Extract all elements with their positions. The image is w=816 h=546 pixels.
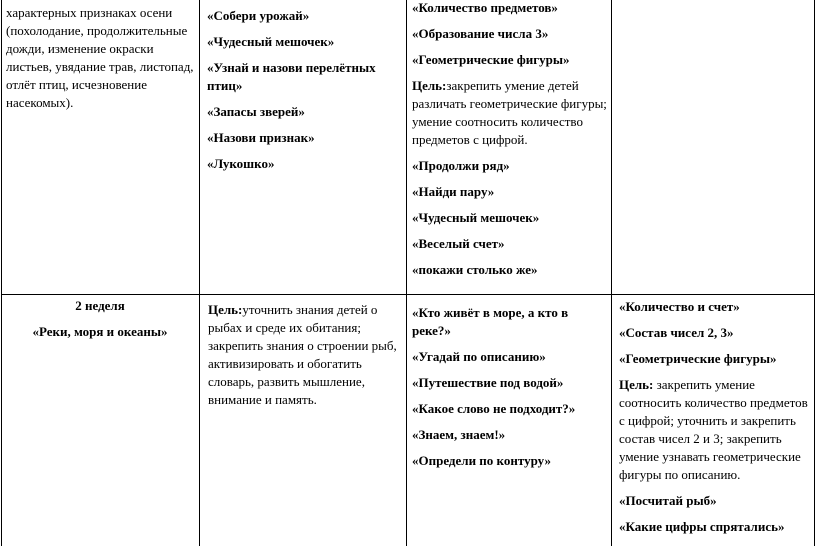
game-item: «Собери урожай» [207, 8, 310, 23]
row1-col3-cell [412, 0, 608, 279]
column-divider [1, 0, 2, 546]
game-item: «Угадай по описанию» [412, 349, 546, 364]
row2-col2-cell [208, 301, 403, 409]
goal-label: Цель: [412, 78, 447, 93]
game-item: «Кто живёт в море, а кто в реке?» [412, 305, 569, 338]
autumn-signs-text: характерных признаках осени (похолодание, продолжительные дожди, изменение окраски листьев, увядание трав, листопад, отлёт птиц, исчезновение насекомых). [6, 5, 194, 110]
game-item: «Продолжи ряд» [412, 158, 510, 173]
goal-text: закрепить умение соотносить количество предметов с цифрой; уточнить и закрепить состав чисел 2 и 3; закрепить умение узнавать геометрические фигуры по описанию. [619, 377, 808, 482]
lesson-item: «Геометрические фигуры» [619, 351, 777, 366]
column-divider [814, 0, 815, 546]
game-item: «Узнай и назови перелётных птиц» [207, 60, 376, 93]
game-item: «покажи столько же» [412, 262, 538, 277]
game-item: «Какое слово не подходит?» [412, 401, 576, 416]
goal-paragraph [208, 301, 403, 409]
game-item: «Найди пару» [412, 184, 495, 199]
game-item: «Чудесный мешочек» [207, 34, 335, 49]
game-item: «Чудесный мешочек» [412, 210, 540, 225]
row2-col1-cell [4, 297, 196, 341]
game-item: «Знаем, знаем!» [412, 427, 506, 442]
game-item: «Посчитай рыб» [619, 493, 717, 508]
game-item: «Запасы зверей» [207, 104, 305, 119]
goal-text: закрепить умение детей различать геометрические фигуры; умение соотносить количество предметов с цифрой. [412, 78, 607, 147]
goal-text: уточнить знания детей о рыбах и среде их обитания; закрепить знания о строении рыб, активизировать и обогатить словарь, развить мышление, внимание и память. [208, 302, 397, 407]
lesson-item: «Геометрические фигуры» [412, 52, 570, 67]
column-divider [406, 0, 407, 546]
row1-col1-cell [6, 4, 196, 112]
game-item: «Путешествие под водой» [412, 375, 564, 390]
row1-col2-cell [207, 7, 403, 173]
column-divider [611, 0, 612, 546]
lesson-item: «Состав чисел 2, 3» [619, 325, 734, 340]
lesson-item: «Количество и счет» [619, 299, 740, 314]
column-divider [199, 0, 200, 546]
goal-label: Цель: [208, 302, 243, 317]
row2-col3-cell [412, 304, 608, 470]
goal-paragraph [412, 77, 608, 149]
goal-label: Цель: [619, 377, 654, 392]
game-item: «Назови признак» [207, 130, 315, 145]
row2-col4-cell [619, 298, 812, 536]
game-item: «Какие цифры спрятались» [619, 519, 785, 534]
game-item: «Лукошко» [207, 156, 275, 171]
lesson-item: «Образование числа 3» [412, 26, 549, 41]
row-divider [1, 294, 815, 295]
goal-paragraph [619, 376, 812, 484]
week-topic: «Реки, моря и океаны» [32, 324, 168, 339]
game-item: «Веселый счет» [412, 236, 505, 251]
game-item: «Определи по контуру» [412, 453, 551, 468]
week-label: 2 неделя [75, 298, 125, 313]
lesson-item: «Количество предметов» [412, 0, 558, 15]
